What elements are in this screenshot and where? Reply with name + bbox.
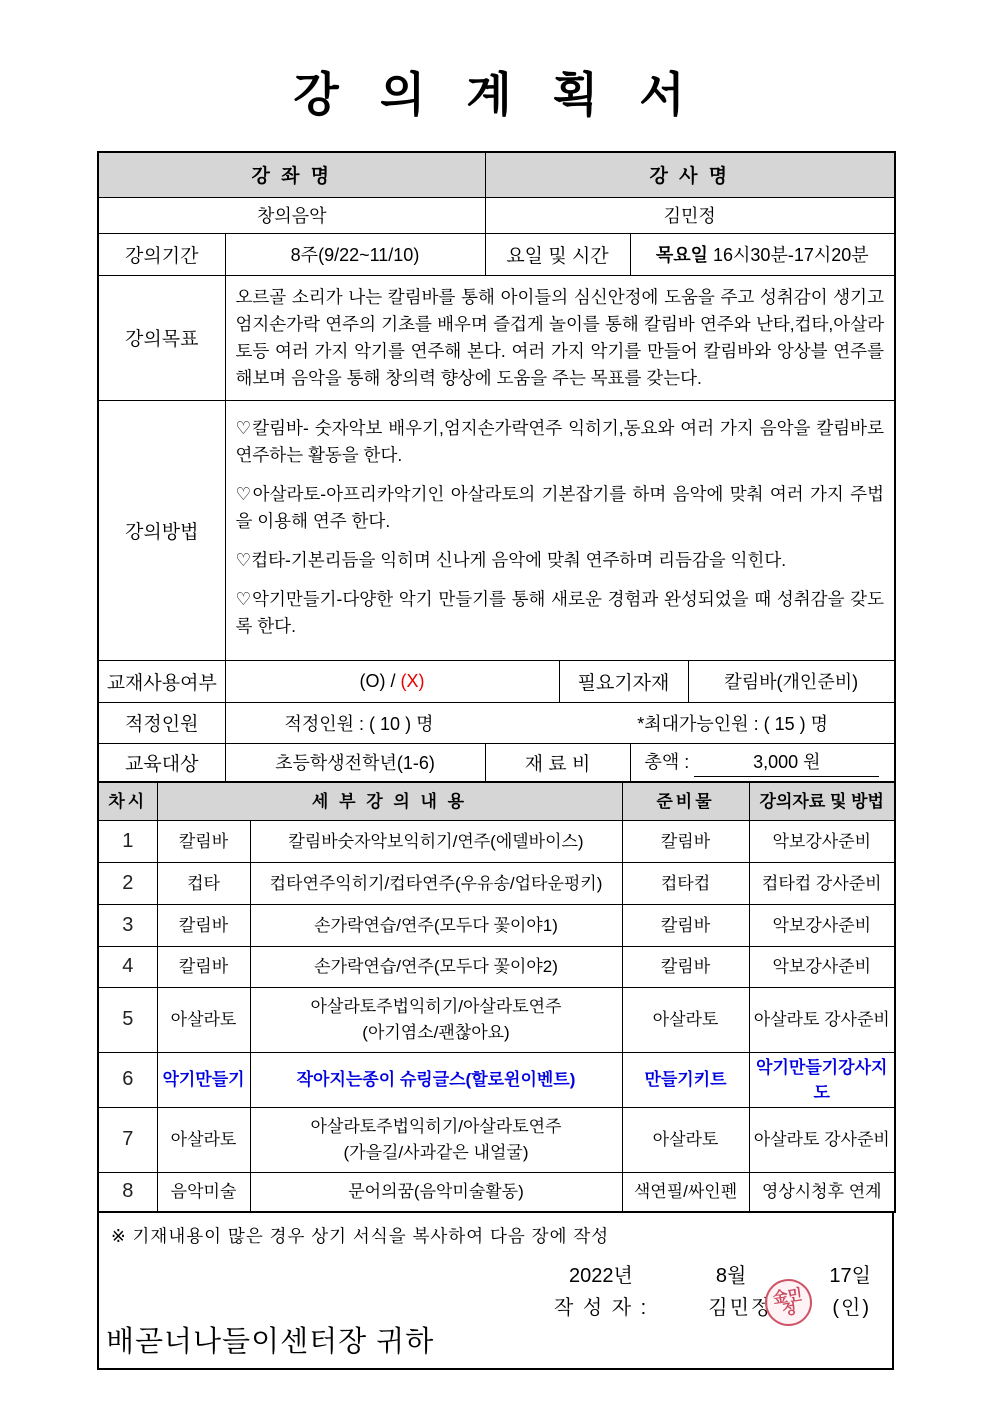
- material-label: 재 료 비: [485, 743, 630, 782]
- row-no: 1: [98, 820, 157, 862]
- instructor-header: 강 사 명: [485, 152, 895, 197]
- row-content: 문어의꿈(음악미술활동): [250, 1172, 622, 1212]
- writer-name: [708, 1285, 804, 1320]
- recipient-text: 배곧너나들이센터장 귀하: [106, 1326, 435, 1358]
- row-content-line2: (가을길/사과같은 내얼굴): [343, 1142, 529, 1162]
- method-text: [225, 400, 895, 660]
- textbook-o: (O) /: [359, 670, 401, 691]
- row-method: 영상시청후 연계: [749, 1172, 895, 1212]
- writer-suffix: (인): [832, 1297, 871, 1319]
- name-seal-stamp: 金민정: [762, 1276, 815, 1329]
- info-table: [97, 151, 896, 783]
- schedule-row: [98, 820, 895, 862]
- row-method: 악보강사준비: [749, 904, 895, 946]
- equipment-value: 칼림바(개인준비): [688, 660, 895, 702]
- day-time-label: 요일 및 시간: [485, 233, 630, 275]
- capacity-max-value: *최대가능인원 : ( 15 ) 명: [637, 713, 828, 734]
- row-content: [250, 1107, 622, 1172]
- row-method: 컵타컵 강사준비: [749, 862, 895, 904]
- capacity-value-cell: [225, 702, 895, 743]
- period-label: 강의기간: [98, 233, 225, 275]
- row-no: 3: [98, 904, 157, 946]
- target-value: 초등학생전학년(1-6): [225, 743, 485, 782]
- schedule-row: [98, 862, 895, 904]
- row-content: [250, 987, 622, 1052]
- writer-label: 작 성 자 :: [554, 1297, 649, 1319]
- date-day: 17일: [829, 1265, 871, 1287]
- schedule-row: [98, 946, 895, 987]
- equipment-label: 필요기자재: [559, 660, 688, 702]
- goal-text: 오르골 소리가 나는 칼림바를 통해 아이들의 심신안정에 도움을 주고 성취감이 생기고 엄지손가락 연주의 기초를 배우며 즐겁게 놀이를 통해 칼림바 연주와 난타,컵타,아살라토등 여러 가지 악기를 연주해 본다. 여러 가지 악기를 만들어 칼림바와 앙상블 연주를 해보며 음악을 통해 창의력 향상에 도움을 주는 목표를 갖는다.: [225, 275, 895, 400]
- row-type: 컵타: [157, 862, 250, 904]
- row-content: 손가락연습/연주(모두다 꽃이야2): [250, 946, 622, 987]
- row-method: 아살라토 강사준비: [749, 1107, 895, 1172]
- row-type: 칼림바: [157, 820, 250, 862]
- method-item: ♡아살라토-아프리카악기인 아살라토의 기본잡기를 하며 음악에 맞춰 여러 가지 주법을 이용해 연주 한다.: [235, 483, 884, 531]
- textbook-value: [225, 660, 559, 702]
- row-method: 아살라토 강사준비: [749, 987, 895, 1052]
- row-materials: 칼림바: [622, 946, 749, 987]
- textbook-label: 교재사용여부: [98, 660, 225, 702]
- row-materials: 색연필/싸인펜: [622, 1172, 749, 1212]
- row-no: 8: [98, 1172, 157, 1212]
- target-label: 교육대상: [98, 743, 225, 782]
- row-type: 음악미술: [157, 1172, 250, 1212]
- writer-line: [554, 1285, 871, 1320]
- date-line: [569, 1259, 871, 1288]
- material-total-value: 3,000 원: [694, 748, 879, 777]
- schedule-header-content: 세 부 강 의 내 용: [157, 782, 622, 820]
- row-materials: 컵타컵: [622, 862, 749, 904]
- row-materials: 아살라토: [622, 987, 749, 1052]
- method-item: ♡악기만들기-다양한 악기 만들기를 통해 새로운 경험과 완성되었을 때 성취감을 갖도록 한다.: [235, 588, 884, 636]
- note-text: ※ 기재내용이 많은 경우 상기 서식을 복사하여 다음 장에 작성: [111, 1226, 610, 1246]
- row-method: 악보강사준비: [749, 820, 895, 862]
- row-no: 5: [98, 987, 157, 1052]
- footer-cell: [98, 1212, 893, 1369]
- schedule-header-method: 강의자료 및 방법: [749, 782, 895, 820]
- capacity-value: 적정인원 : ( 10 ) 명: [284, 713, 434, 734]
- row-method: 악보강사준비: [749, 946, 895, 987]
- lecture-plan-document: [97, 151, 894, 1370]
- row-content: 작아지는종이 슈링글스(할로윈이벤트): [250, 1052, 622, 1107]
- schedule-header-materials: 준비물: [622, 782, 749, 820]
- row-materials: 만들기키트: [622, 1052, 749, 1107]
- row-content: 컵타연주익히기/컵타연주(우유송/업타운펑키): [250, 862, 622, 904]
- method-label: 강의방법: [98, 400, 225, 660]
- row-no: 7: [98, 1107, 157, 1172]
- schedule-row: [98, 987, 895, 1052]
- schedule-header-no: 차시: [98, 782, 157, 820]
- day-time-value: [630, 233, 895, 275]
- goal-label: 강의목표: [98, 275, 225, 400]
- textbook-x: (X): [400, 670, 425, 691]
- row-type: 아살라토: [157, 987, 250, 1052]
- date-year: 2022년: [569, 1265, 633, 1287]
- schedule-row: [98, 1172, 895, 1212]
- row-content: 손가락연습/연주(모두다 꽃이야1): [250, 904, 622, 946]
- schedule-row: [98, 904, 895, 946]
- row-content-line1: 아살라토주법익히기/아살라토연주: [310, 996, 562, 1016]
- instructor-value: 김민정: [485, 197, 895, 233]
- row-method: 악기만들기강사지도: [749, 1052, 895, 1107]
- period-value: 8주(9/22~11/10): [225, 233, 485, 275]
- method-item: ♡칼림바- 숫자악보 배우기,엄지손가락연주 익히기,동요와 여러 가지 음악을 칼림바로 연주하는 활동을 한다.: [235, 417, 884, 465]
- row-materials: 칼림바: [622, 820, 749, 862]
- row-content: 칼림바숫자악보익히기/연주(에델바이스): [250, 820, 622, 862]
- row-no: 4: [98, 946, 157, 987]
- row-type: 악기만들기: [157, 1052, 250, 1107]
- row-content-line1: 아살라토주법익히기/아살라토연주: [310, 1116, 562, 1136]
- row-materials: 칼림바: [622, 904, 749, 946]
- method-item: ♡컵타-기본리듬을 익히며 신나게 음악에 맞춰 연주하며 리듬감을 익힌다.: [235, 549, 787, 570]
- row-materials: 아살라토: [622, 1107, 749, 1172]
- course-name-value: 창의음악: [98, 197, 485, 233]
- row-type: 칼림바: [157, 946, 250, 987]
- row-no: 2: [98, 862, 157, 904]
- time-value: 16시30분-17시20분: [708, 245, 869, 265]
- capacity-label: 적정인원: [98, 702, 225, 743]
- row-content-line2: (아기염소/괜찮아요): [362, 1022, 510, 1042]
- course-name-header: 강 좌 명: [98, 152, 485, 197]
- writer-name-text: 김민정: [708, 1297, 773, 1319]
- date-month: 8월: [715, 1265, 747, 1287]
- row-type: 아살라토: [157, 1107, 250, 1172]
- footer-table: [97, 1211, 894, 1370]
- material-total-label: 총액 :: [644, 751, 690, 772]
- material-total-cell: [630, 743, 895, 782]
- schedule-row-highlighted: [98, 1052, 895, 1107]
- schedule-row: [98, 1107, 895, 1172]
- page-title: 강 의 계 획 서: [293, 68, 699, 121]
- row-no: 6: [98, 1052, 157, 1107]
- schedule-table: [97, 781, 896, 1213]
- row-type: 칼림바: [157, 904, 250, 946]
- day-value: 목요일: [655, 245, 709, 265]
